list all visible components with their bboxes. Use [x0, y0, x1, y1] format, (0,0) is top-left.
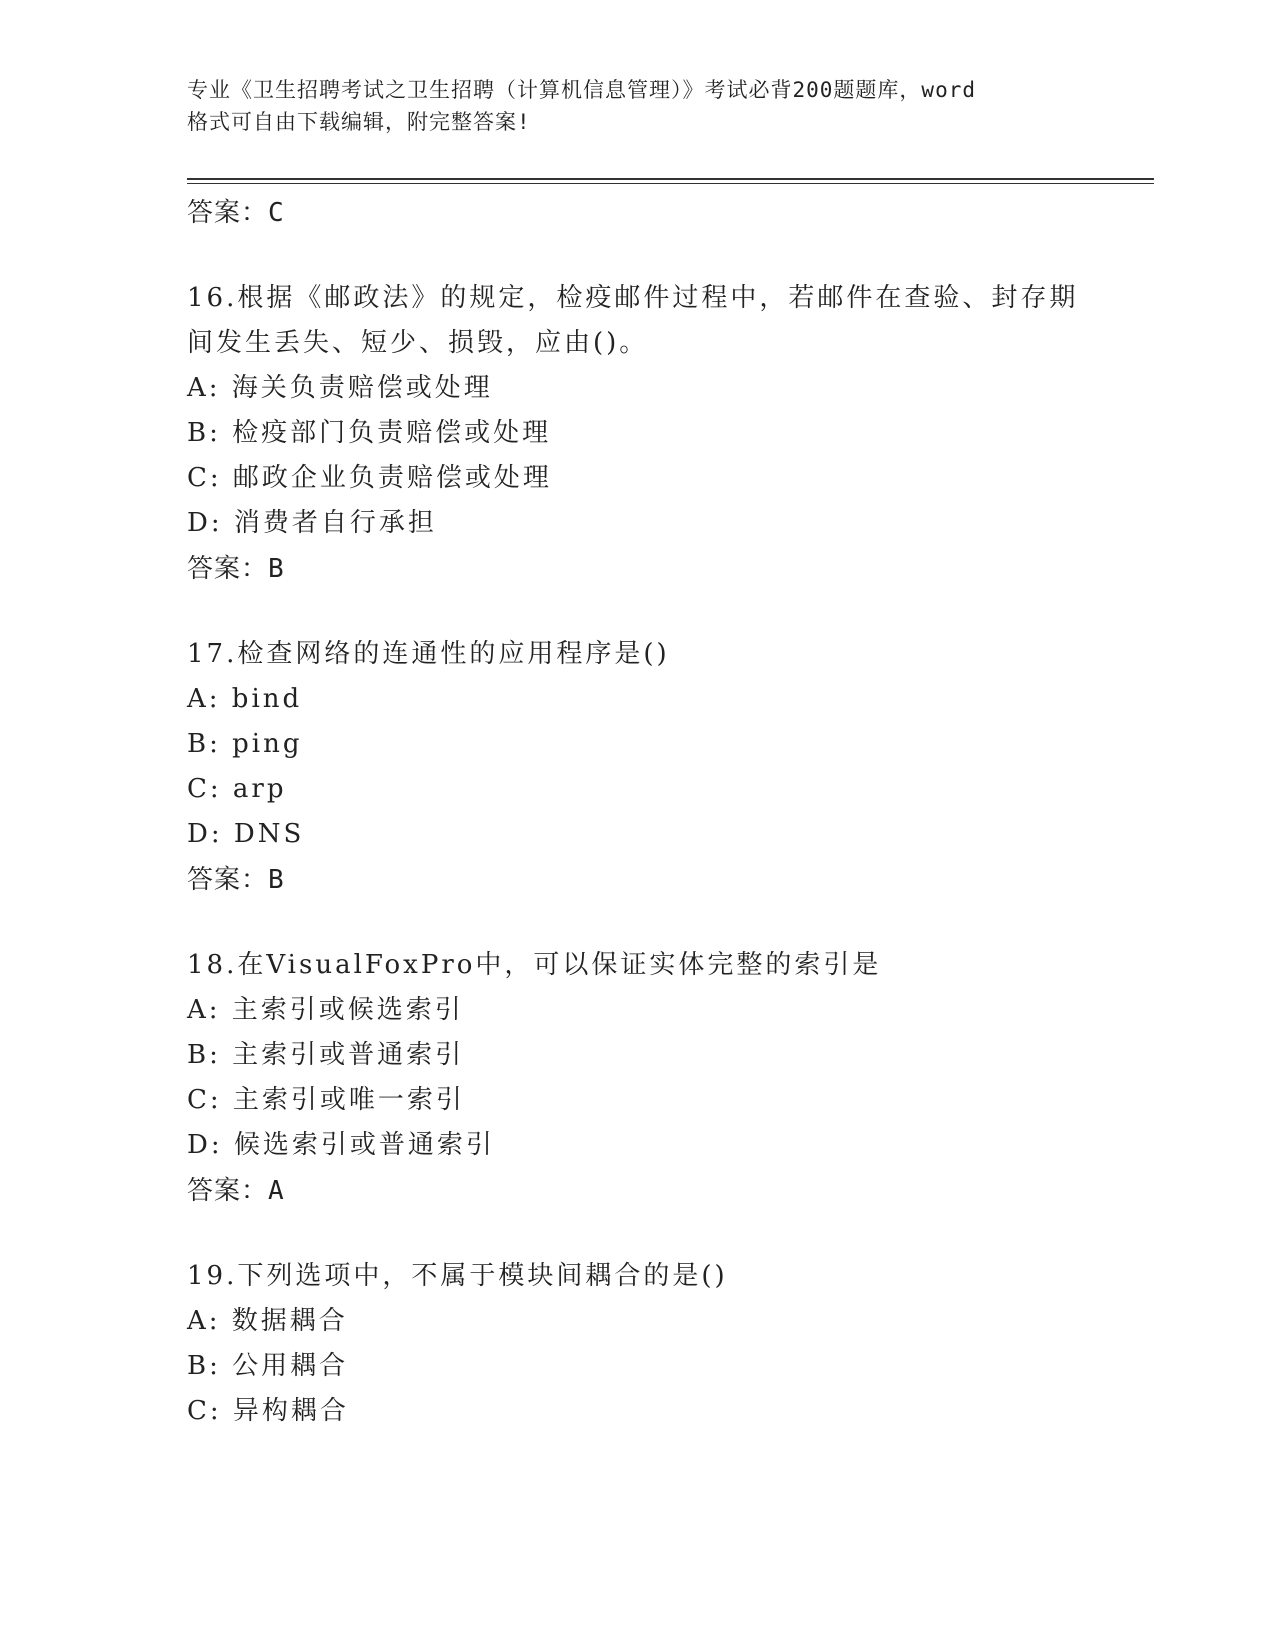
question-16: [187, 276, 1147, 592]
header-rule-thin: [187, 183, 1154, 184]
question-text: 18.在VisualFoxPro中，可以保证实体完整的索引是: [187, 950, 882, 980]
option-d: D: 候选索引或普通索引: [187, 1130, 495, 1160]
option-c: C: 主索引或唯一索引: [187, 1085, 465, 1115]
page-header: [187, 74, 1087, 138]
header-line-1: 专业《卫生招聘考试之卫生招聘（计算机信息管理）》考试必背200题题库，word: [187, 78, 976, 102]
answer-line: 答案：C: [187, 198, 285, 228]
answer-line: 答案：B: [187, 865, 285, 895]
option-a: A: 数据耦合: [187, 1306, 348, 1336]
option-b: B: 主索引或普通索引: [187, 1040, 465, 1070]
option-c: C: 异构耦合: [187, 1396, 349, 1426]
question-text: 17.检查网络的连通性的应用程序是(): [187, 639, 670, 669]
option-c: C: 邮政企业负责赔偿或处理: [187, 463, 552, 493]
answer-line: 答案：B: [187, 554, 285, 584]
option-d: D: 消费者自行承担: [187, 508, 437, 538]
question-17: [187, 632, 1147, 903]
header-rule-thick: [187, 178, 1154, 180]
content: [187, 190, 1147, 1434]
question-text: 19.下列选项中，不属于模块间耦合的是(): [187, 1261, 728, 1291]
option-a: A: 海关负责赔偿或处理: [187, 373, 493, 403]
header-line-2: 格式可自由下载编辑，附完整答案!: [187, 110, 531, 134]
option-c: C: arp: [187, 774, 287, 804]
option-a: A: bind: [187, 684, 303, 714]
question-18: [187, 943, 1147, 1214]
option-b: B: 公用耦合: [187, 1351, 349, 1381]
option-b: B: 检疫部门负责赔偿或处理: [187, 418, 552, 448]
option-b: B: ping: [187, 729, 303, 759]
question-19: [187, 1254, 1147, 1434]
option-a: A: 主索引或候选索引: [187, 995, 464, 1025]
option-d: D: DNS: [187, 819, 305, 849]
answer-line: 答案：A: [187, 1176, 285, 1206]
question-text: 16.根据《邮政法》的规定，检疫邮件过程中，若邮件在查验、封存期间发生丢失、短少、损毁，应由()。: [187, 283, 1079, 358]
